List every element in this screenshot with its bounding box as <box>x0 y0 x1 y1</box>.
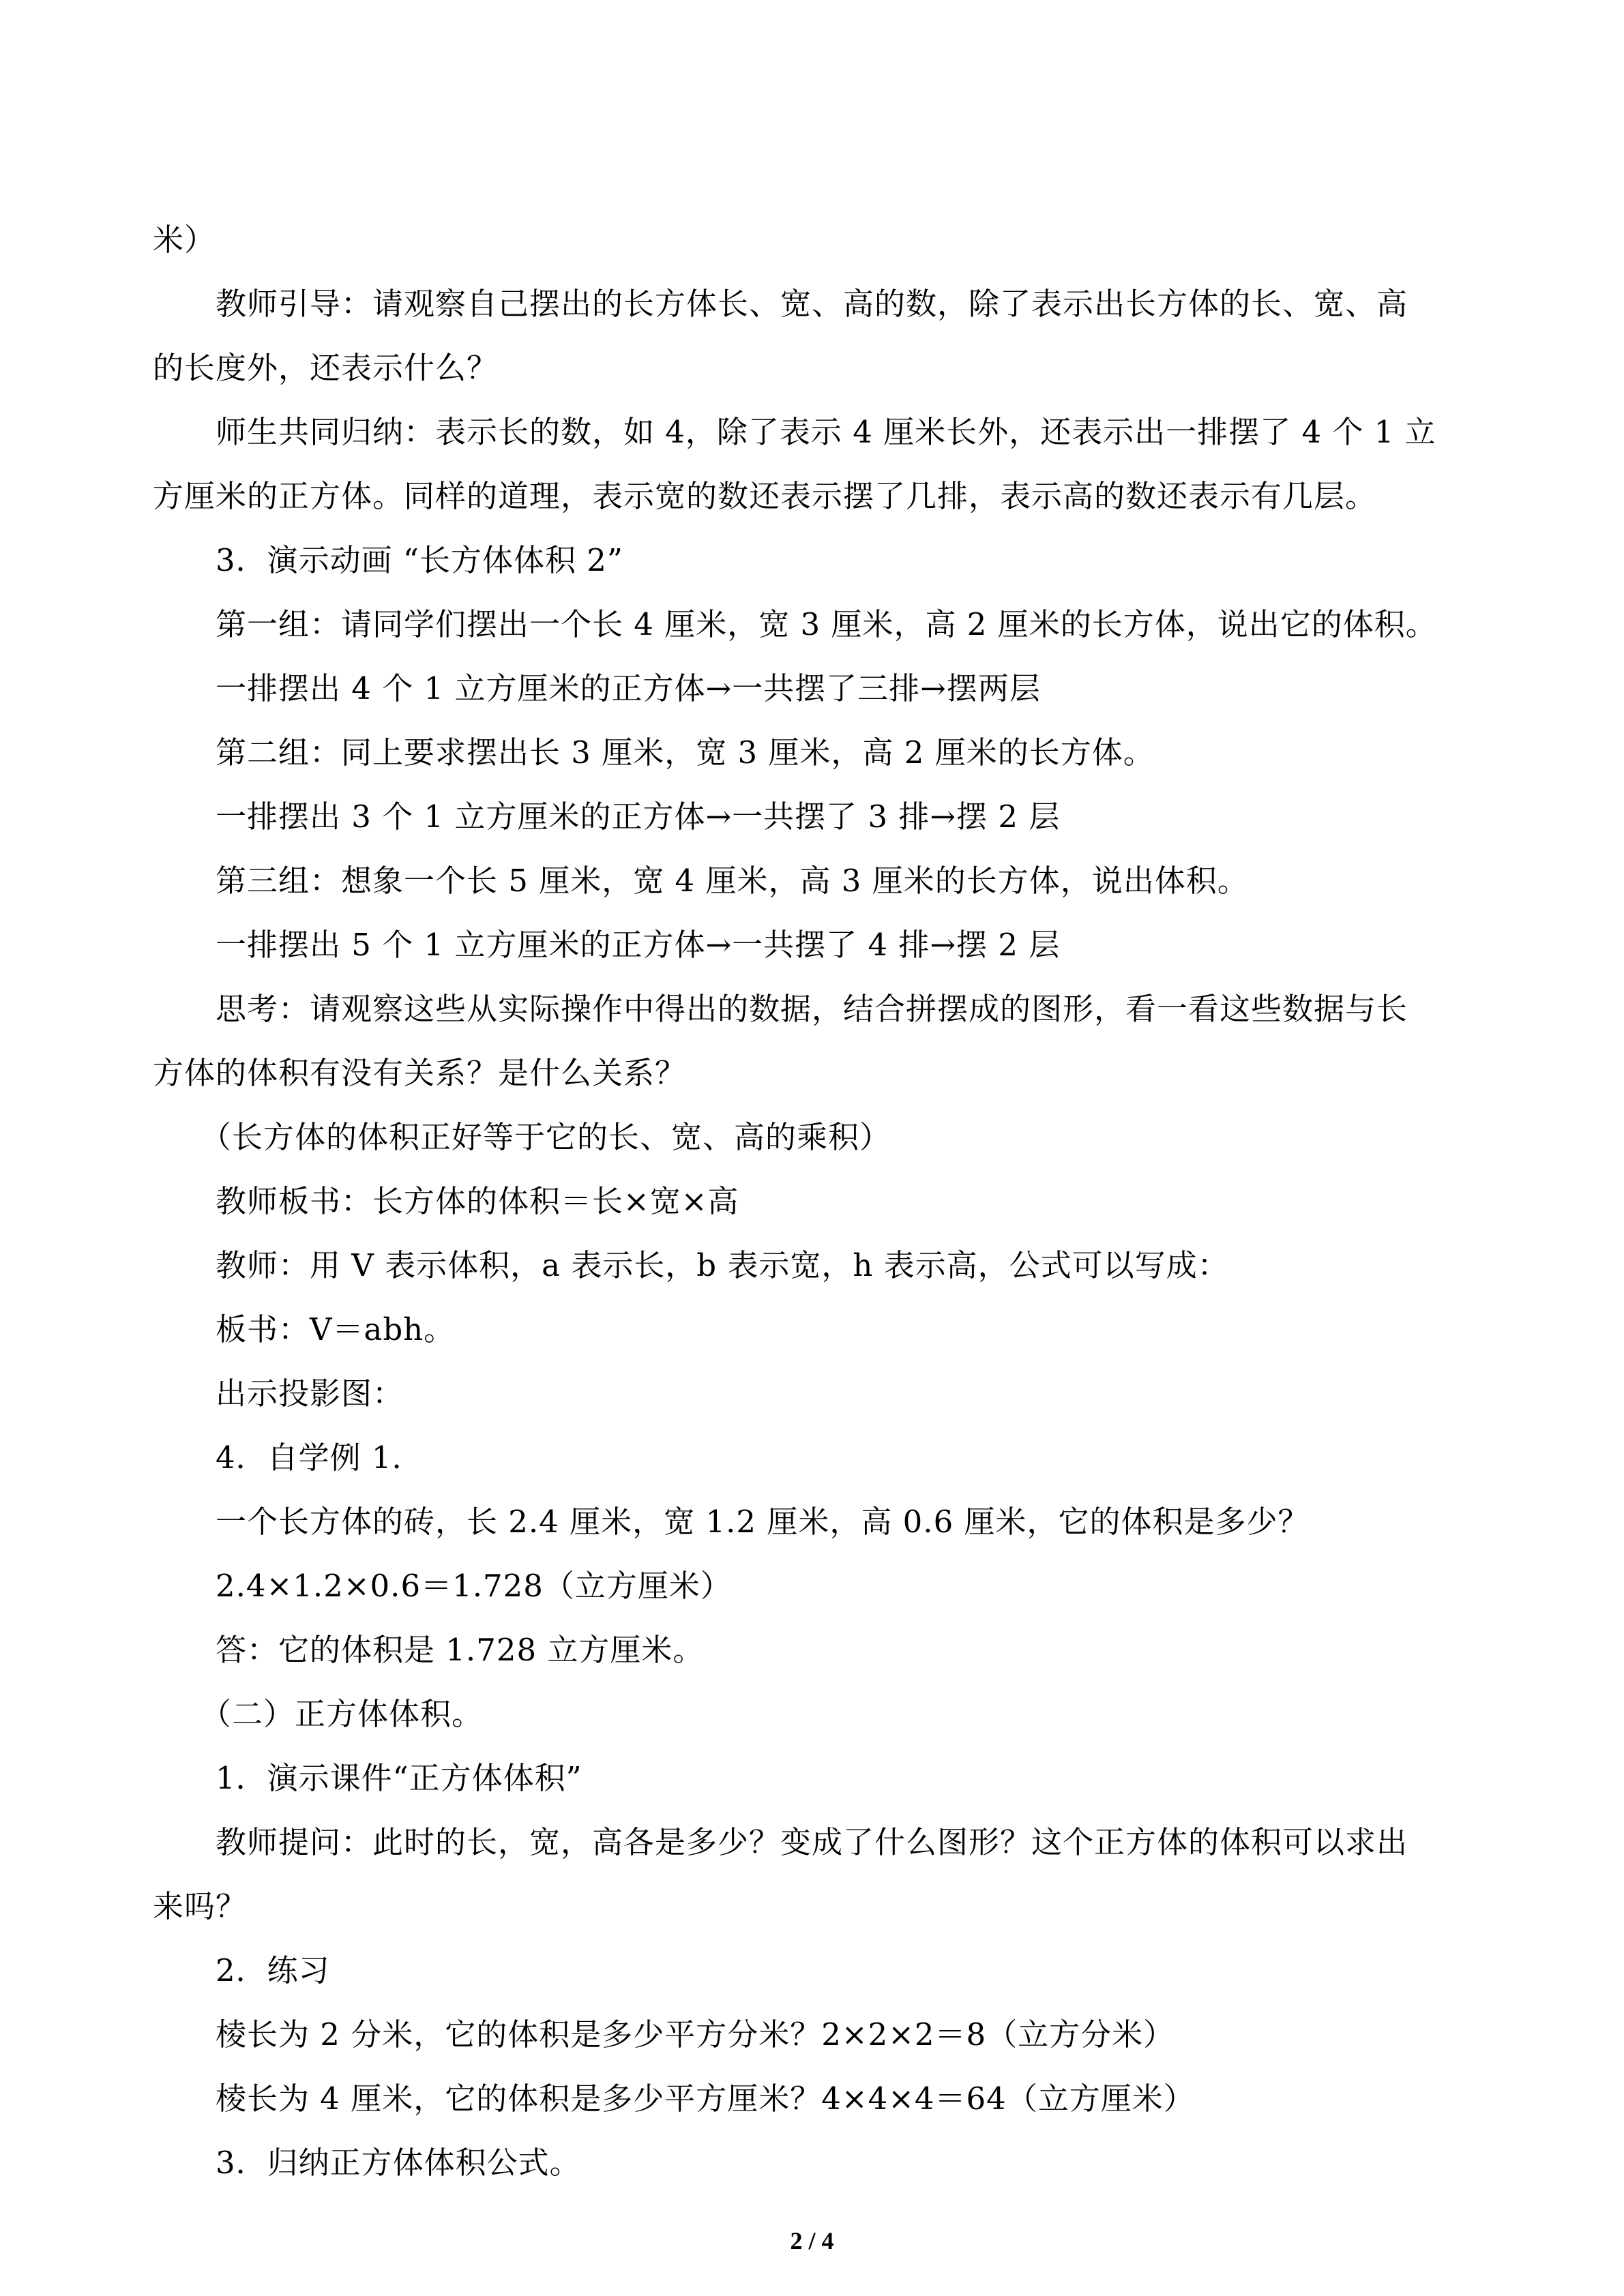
text-line: 第二组：同上要求摆出长 3 厘米，宽 3 厘米，高 2 厘米的长方体。 <box>216 734 1155 771</box>
text-line: 棱长为 4 厘米，它的体积是多少平方厘米？4×4×4＝64（立方厘米） <box>216 2081 1195 2117</box>
text-line: 教师引导：请观察自己摆出的长方体长、宽、高的数，除了表示出长方体的长、宽、高 <box>216 286 1408 322</box>
section-heading: （二）正方体体积。 <box>201 1696 484 1732</box>
text-line: 思考：请观察这些从实际操作中得出的数据，结合拼摆成的图形，看一看这些数据与长 <box>216 991 1408 1027</box>
text-line: 答：它的体积是 1.728 立方厘米。 <box>216 1632 705 1668</box>
text-line: 方体的体积有没有关系？是什么关系？ <box>153 1055 687 1091</box>
text-line: 的长度外，还表示什么？ <box>153 350 499 386</box>
text-line: 一排摆出 3 个 1 立方厘米的正方体→一共摆了 3 排→摆 2 层 <box>216 799 1061 835</box>
text-line: 师生共同归纳：表示长的数，如 4，除了表示 4 厘米长外，还表示出一排摆了 4 个 1 立 <box>216 414 1436 450</box>
text-line: 米） <box>153 222 216 258</box>
text-line: 教师：用 V 表示体积，a 表示长，b 表示宽，h 表示高，公式可以写成： <box>216 1247 1229 1283</box>
document-body <box>153 208 1473 2195</box>
text-line: 出示投影图： <box>216 1375 404 1412</box>
section-heading: 1．演示课件“正方体体积” <box>216 1760 582 1796</box>
text-line: 板书：V＝abh。 <box>216 1311 456 1347</box>
section-heading: 2．练习 <box>216 1952 330 1988</box>
section-heading: 3．归纳正方体体积公式。 <box>216 2145 581 2181</box>
section-heading: 3．演示动画 “长方体体积 2” <box>216 542 623 578</box>
text-line: 第一组：请同学们摆出一个长 4 厘米，宽 3 厘米，高 2 厘米的长方体，说出它的体积。 <box>216 606 1437 642</box>
text-line: 一排摆出 5 个 1 立方厘米的正方体→一共摆了 4 排→摆 2 层 <box>216 927 1061 963</box>
text-line: 来吗？ <box>153 1888 248 1924</box>
section-heading: 4．自学例 1． <box>216 1440 424 1476</box>
text-line: （长方体的体积正好等于它的长、宽、高的乘积） <box>201 1119 891 1155</box>
text-line: 教师板书：长方体的体积＝长×宽×高 <box>216 1183 739 1219</box>
text-line: 第三组：想象一个长 5 厘米，宽 4 厘米，高 3 厘米的长方体，说出体积。 <box>216 863 1249 899</box>
text-line: 方厘米的正方体。同样的道理，表示宽的数还表示摆了几排，表示高的数还表示有几层。 <box>153 478 1377 514</box>
text-line: 棱长为 2 分米，它的体积是多少平方分米？2×2×2＝8（立方分米） <box>216 2016 1175 2053</box>
page-number: 2 / 4 <box>790 2227 834 2254</box>
text-line: 一个长方体的砖，长 2.4 厘米，宽 1.2 厘米，高 0.6 厘米，它的体积是多少？ <box>216 1504 1310 1540</box>
text-line: 一排摆出 4 个 1 立方厘米的正方体→一共摆了三排→摆两层 <box>216 670 1041 706</box>
formula-line: 2.4×1.2×0.6＝1.728（立方厘米） <box>216 1568 732 1604</box>
text-line: 教师提问：此时的长，宽，高各是多少？变成了什么图形？这个正方体的体积可以求出 <box>216 1824 1408 1860</box>
